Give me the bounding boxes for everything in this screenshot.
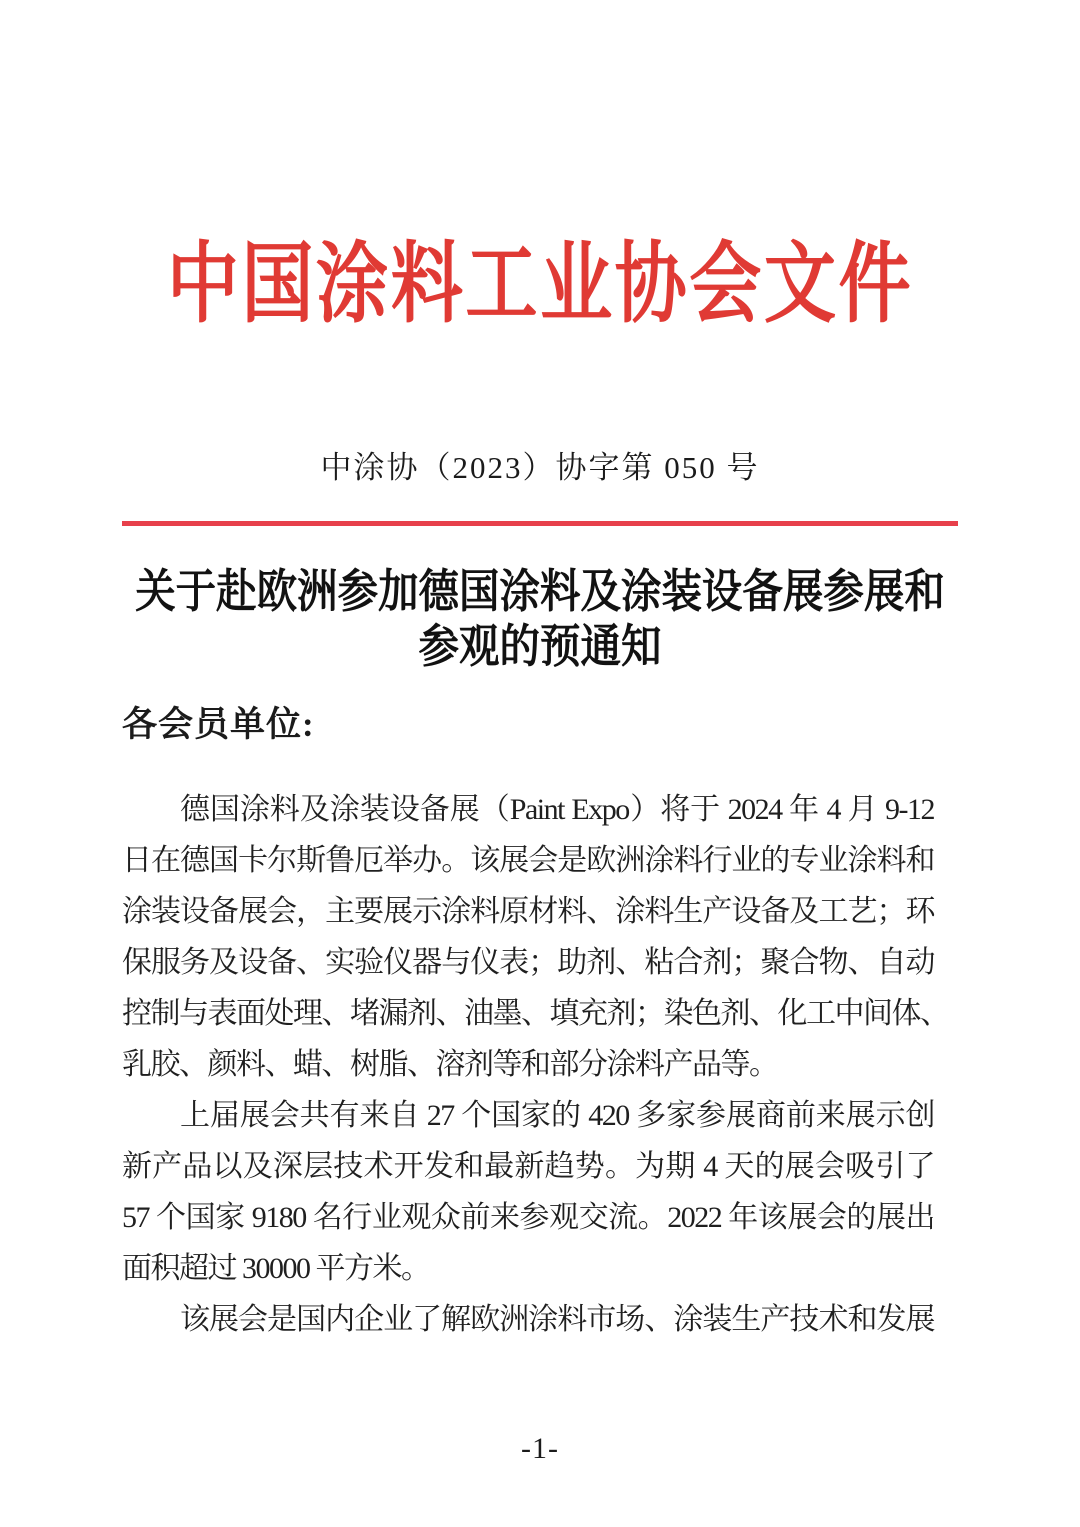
body-line: 乳胶、颜料、蜡、树脂、溶剂等和部分涂料产品等。: [122, 1048, 778, 1081]
doc-title-line-1: 关于赴欧洲参加德国涂料及涂装设备展参展和: [135, 566, 945, 617]
body-line: 涂装设备展会，主要展示涂料原材料、涂料生产设备及工艺；环: [122, 895, 934, 928]
document-body: [122, 784, 949, 1345]
doc-title-line-2: 参观的预通知: [418, 621, 662, 672]
body-line: 该展会是国内企业了解欧洲涂料市场、涂装生产技术和发展: [180, 1303, 934, 1336]
body-line: 面积超过 30000 平方米。: [122, 1252, 430, 1285]
body-line: 新产品以及深层技术开发和最新趋势。为期 4 天的展会吸引了: [122, 1150, 934, 1183]
salutation: 各会员单位:: [122, 705, 315, 744]
body-line: 控制与表面处理、堵漏剂、油墨、填充剂；染色剂、化工中间体、: [122, 997, 949, 1030]
body-line: 保服务及设备、实验仪器与仪表；助剂、粘合剂；聚合物、自动: [122, 946, 934, 979]
page-number: -1-: [521, 1432, 559, 1465]
body-line: 57 个国家 9180 名行业观众前来参观交流。2022 年该展会的展出: [122, 1201, 934, 1234]
body-line: 德国涂料及涂装设备展（Paint Expo）将于 2024 年 4 月 9-12: [180, 793, 934, 826]
doc-title: [65, 564, 1015, 674]
body-line: 上届展会共有来自 27 个国家的 420 多家参展商前来展示创: [180, 1099, 934, 1132]
red-divider-line: [122, 521, 958, 526]
doc-number: 中涂协（2023）协字第 050 号: [320, 450, 760, 485]
paragraph-2: [122, 1090, 934, 1294]
paragraph-3: [122, 1294, 934, 1345]
body-line: 日在德国卡尔斯鲁厄举办。该展会是欧洲涂料行业的专业涂料和: [122, 844, 934, 877]
org-header-title: 中国涂料工业协会文件: [166, 237, 914, 334]
paragraph-1: [122, 784, 949, 1090]
